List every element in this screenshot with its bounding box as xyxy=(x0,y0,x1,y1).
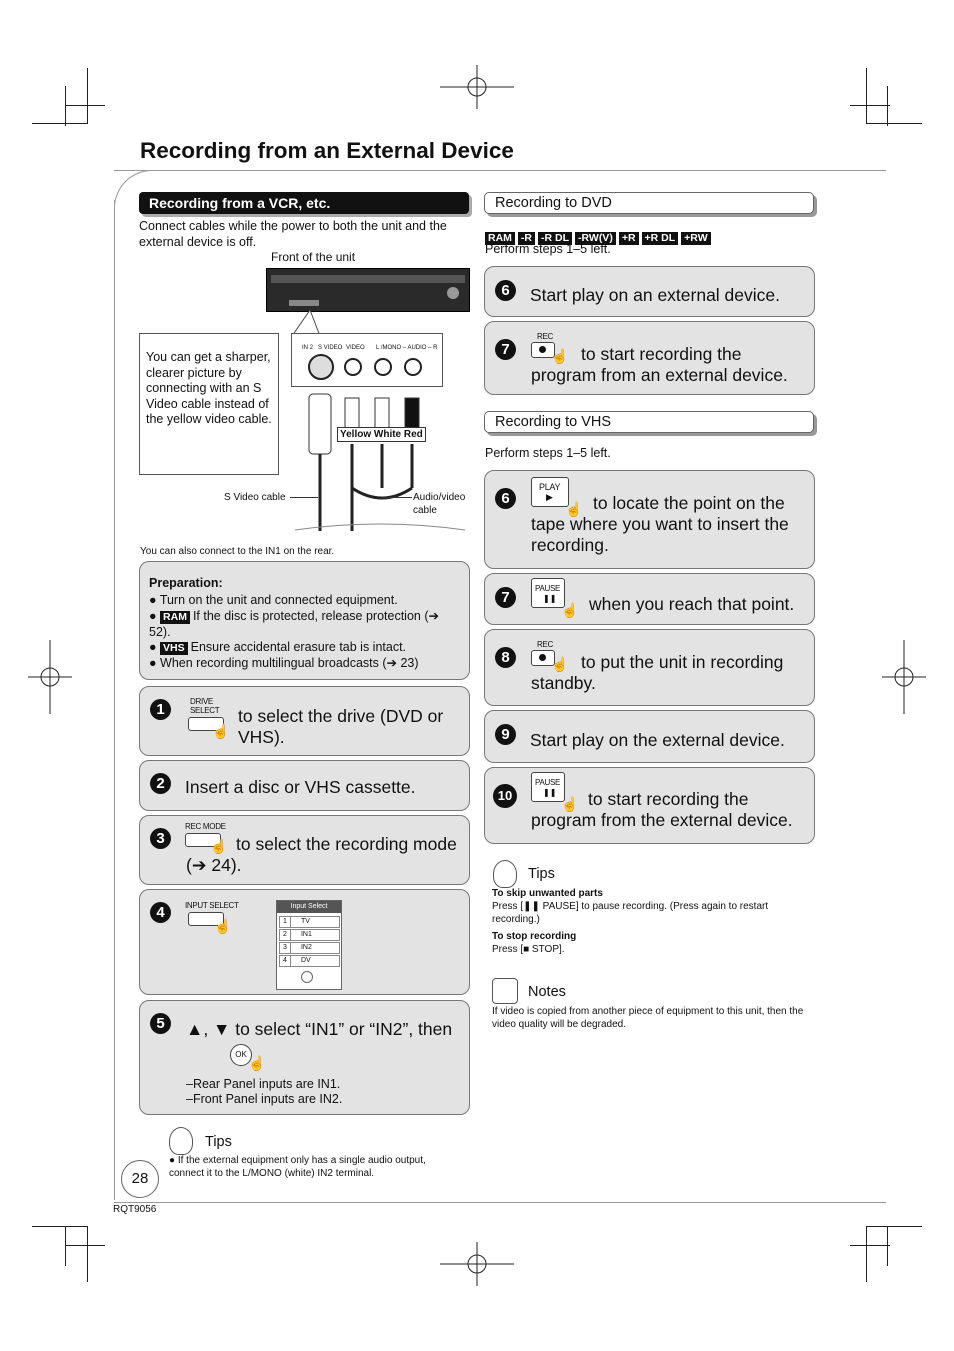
jack-label: IN 2 xyxy=(302,345,314,351)
section-title-vcr: Recording from a VCR, etc. xyxy=(139,192,469,214)
step-number: 1 xyxy=(150,699,171,720)
step-number: 2 xyxy=(150,773,171,794)
tips-label: Tips xyxy=(528,866,555,882)
prep-item: ● When recording multilingual broadcasts (➔ 23) xyxy=(149,656,419,670)
disc-badge: +RW xyxy=(681,232,710,245)
hand-press-icon: ☝ xyxy=(551,348,569,364)
step-text: Start play on the external device. xyxy=(530,730,785,750)
hand-press-icon: ☝ xyxy=(248,1055,266,1071)
step-number: 5 xyxy=(150,1013,171,1034)
pause-button[interactable]: PAUSE ❚❚ xyxy=(531,772,565,802)
jack-label: VIDEO xyxy=(346,345,365,351)
step-box xyxy=(484,266,815,317)
hand-press-icon: ☝ xyxy=(214,918,232,934)
hand-press-icon: ☝ xyxy=(561,796,579,812)
step-text: to select the recording mode (➔ 24). xyxy=(186,834,457,875)
intro-text: Connect cables while the power to both the unit and the external device is off. xyxy=(139,219,447,249)
ok-icon xyxy=(301,971,313,983)
crop-mark xyxy=(866,68,867,124)
step-number: 10 xyxy=(493,784,517,808)
tips-lightbulb-icon xyxy=(169,1127,193,1155)
crop-mark xyxy=(866,123,922,124)
doc-code: RQT9056 xyxy=(113,1204,157,1215)
hand-press-icon: ☝ xyxy=(212,723,230,739)
crop-mark xyxy=(866,1226,867,1282)
page-title: Recording from an External Device xyxy=(140,138,514,163)
video-jack xyxy=(344,358,362,376)
step-box xyxy=(484,321,815,395)
step-box xyxy=(139,1000,470,1115)
step-number: 7 xyxy=(495,339,516,360)
button-label: DRIVE SELECT xyxy=(190,697,220,715)
step-subtext: –Rear Panel inputs are IN1. xyxy=(186,1077,341,1091)
notes-label: Notes xyxy=(528,984,566,1000)
svideo-jack xyxy=(308,354,334,380)
frame-line xyxy=(114,170,886,171)
disc-badge: VHS xyxy=(160,642,188,655)
tips-text: Press [❚❚ PAUSE] to pause recording. (Press again to restart recording.) xyxy=(492,901,769,925)
disc-badge: -R xyxy=(518,232,535,245)
step-number: 7 xyxy=(495,587,516,608)
jack-label: S VIDEO xyxy=(318,345,343,351)
step-text: Start play on an external device. xyxy=(530,285,781,305)
button-label: REC MODE xyxy=(185,822,226,831)
step-text: when you reach that point. xyxy=(589,594,795,614)
prep-item: ● VHS Ensure accidental erasure tab is intact. xyxy=(149,640,407,654)
perform-text: Perform steps 1–5 left. xyxy=(485,242,611,256)
crop-mark xyxy=(32,1226,88,1227)
frame-line xyxy=(114,1202,886,1203)
disc-badge: +R xyxy=(619,232,639,245)
crop-mark xyxy=(887,86,888,126)
crop-mark xyxy=(887,1226,888,1266)
registration-mark xyxy=(440,1242,514,1286)
menu-row[interactable]: 3 IN2 xyxy=(279,942,340,954)
step-box xyxy=(484,573,815,625)
step-box xyxy=(139,686,470,756)
leader-line xyxy=(290,497,318,498)
prep-item: ● Turn on the unit and connected equipment. xyxy=(149,593,398,607)
crop-mark xyxy=(87,68,88,124)
step-text: to start recording the program from an external device. xyxy=(531,344,788,385)
step-box xyxy=(484,767,815,844)
pause-button[interactable]: PAUSE ❚❚ xyxy=(531,578,565,608)
step-number: 6 xyxy=(495,280,516,301)
hand-press-icon: ☝ xyxy=(551,656,569,672)
plug-colors-label: Yellow White Red xyxy=(337,427,426,442)
step-number: 4 xyxy=(150,902,171,923)
step-box xyxy=(484,710,815,763)
crop-mark xyxy=(850,105,890,106)
disc-badge: -R DL xyxy=(538,232,572,245)
button-label: REC xyxy=(537,640,553,649)
step-text: to start recording the program from the external device. xyxy=(531,789,793,830)
front-label: Front of the unit xyxy=(271,250,356,264)
crop-mark xyxy=(32,123,88,124)
prep-item: ● RAM If the disc is protected, release protection (➔ 52). xyxy=(149,609,439,639)
disc-badge: -RW(V) xyxy=(575,232,616,245)
preparation-box xyxy=(139,561,470,680)
prep-title: Preparation: xyxy=(149,576,223,590)
menu-row[interactable]: 4 DV xyxy=(279,955,340,967)
step-number: 8 xyxy=(495,647,516,668)
step-box xyxy=(484,629,815,706)
step-box xyxy=(139,815,470,885)
menu-row[interactable]: 1 TV xyxy=(279,916,340,928)
perform-text: Perform steps 1–5 left. xyxy=(485,446,611,460)
audio-l-jack xyxy=(374,358,392,376)
step-box xyxy=(139,889,470,995)
callout-text: You can get a sharper, clearer picture by connecting with an S Video cable instead of the yellow video cable. xyxy=(146,350,272,426)
unit-front-diagram xyxy=(266,268,470,312)
crop-mark xyxy=(65,1226,66,1266)
button-label: REC xyxy=(537,332,553,341)
tips-label: Tips xyxy=(205,1134,232,1150)
disc-badge: +R DL xyxy=(642,232,679,245)
section-title-vhs: Recording to VHS xyxy=(484,411,814,433)
tips-lightbulb-icon xyxy=(493,860,517,888)
audio-r-jack xyxy=(404,358,422,376)
tips-subtitle: To skip unwanted parts xyxy=(492,888,603,899)
page-number: 28 xyxy=(121,1160,159,1198)
step-subtext: –Front Panel inputs are IN2. xyxy=(186,1092,343,1106)
step-text: ▲, ▼ to select “IN1” or “IN2”, then xyxy=(186,1019,453,1039)
button-label: INPUT SELECT xyxy=(185,901,239,910)
av-cable-label: Audio/video cable xyxy=(413,492,466,516)
jack-panel xyxy=(291,333,443,387)
registration-mark xyxy=(28,640,72,714)
hand-press-icon: ☝ xyxy=(210,838,228,854)
step-number: 3 xyxy=(150,828,171,849)
step-text: Insert a disc or VHS cassette. xyxy=(185,777,416,797)
tips-text: ● If the external equipment only has a single audio output, connect it to the L/MONO (white) IN2 terminal. xyxy=(169,1155,426,1179)
svideo-cable-label: S Video cable xyxy=(224,492,286,503)
frame-line xyxy=(114,200,115,1200)
hand-press-icon: ☝ xyxy=(561,602,579,618)
crop-mark xyxy=(65,105,105,106)
crop-mark xyxy=(866,1226,922,1227)
step-box xyxy=(484,470,815,569)
registration-mark xyxy=(882,640,926,714)
menu-title: Input Select xyxy=(277,901,341,913)
disc-badge: RAM xyxy=(485,232,515,245)
notes-icon xyxy=(492,978,518,1004)
crop-mark xyxy=(65,1245,105,1246)
input-select-menu xyxy=(276,900,342,990)
crop-mark xyxy=(850,1245,890,1246)
step-text: to put the unit in recording standby. xyxy=(531,652,784,693)
step-text: to select the drive (DVD or VHS). xyxy=(238,706,444,747)
jack-label: L /MONO – AUDIO – R xyxy=(376,345,438,351)
step-number: 9 xyxy=(495,724,516,745)
hand-press-icon: ☝ xyxy=(565,501,583,517)
step-text: to locate the point on the tape where you want to insert the recording. xyxy=(531,493,789,555)
crop-mark xyxy=(65,86,66,126)
leader-line xyxy=(382,497,412,498)
section-title-dvd: Recording to DVD xyxy=(484,192,814,214)
svideo-callout-box xyxy=(139,333,279,475)
registration-mark xyxy=(440,65,514,109)
ok-button[interactable]: OK xyxy=(230,1044,252,1066)
rear-note: You can also connect to the IN1 on the rear. xyxy=(140,546,335,557)
step-box xyxy=(139,760,470,811)
disc-badge: RAM xyxy=(160,611,190,624)
crop-mark xyxy=(87,1226,88,1282)
step-number: 6 xyxy=(495,488,516,509)
play-button[interactable]: PLAY ▶ xyxy=(531,477,569,507)
notes-text: If video is copied from another piece of equipment to this unit, then the video quality will be degraded. xyxy=(492,1006,804,1030)
tips-subtitle: To stop recording xyxy=(492,931,577,942)
menu-row[interactable]: 2 IN1 xyxy=(279,929,340,941)
tips-text: Press [■ STOP]. xyxy=(492,944,565,955)
